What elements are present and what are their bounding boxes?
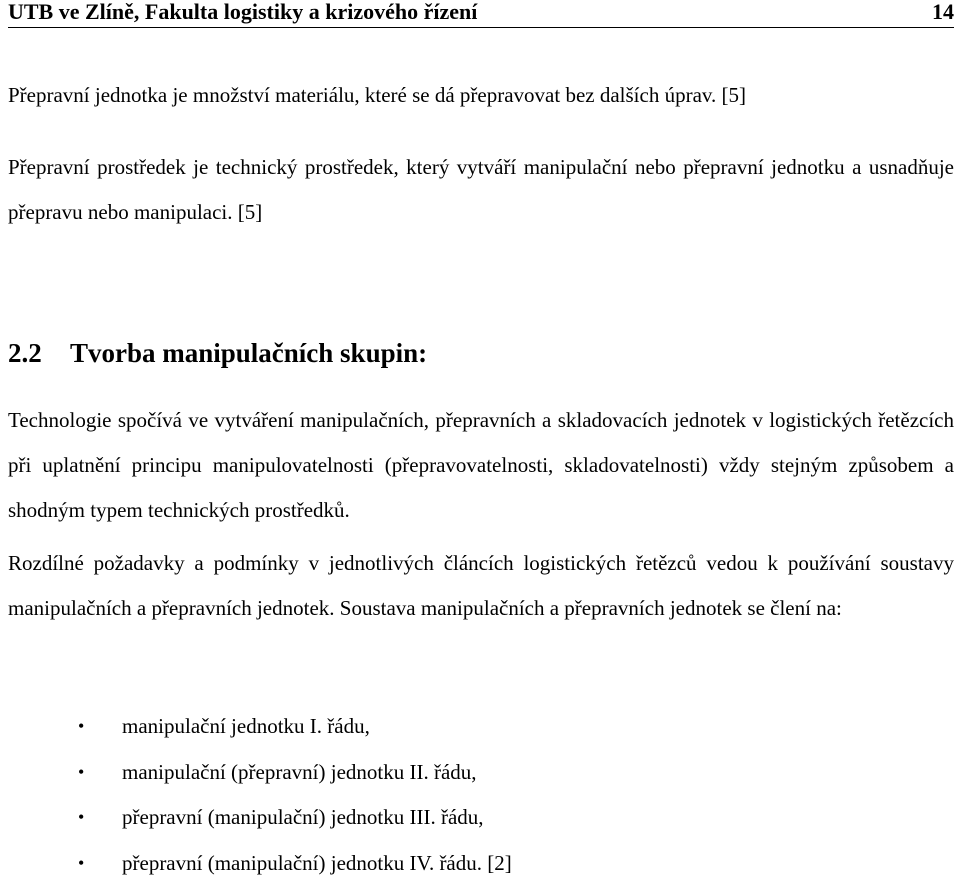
section-number: 2.2 — [8, 333, 70, 373]
list-item — [0, 841, 512, 886]
paragraph-transport-means: Přepravní prostředek je technický prostředek, který vytváří manipulační nebo přepravní jednotku a usnadňuje přepravu nebo manipulaci. [5] — [8, 145, 954, 235]
paragraph-transport-unit: Přepravní jednotka je množství materiálu, které se dá přepravovat bez dalších úprav. [5] — [8, 73, 954, 118]
page-header — [8, 0, 954, 28]
list-item-text: přepravní (manipulační) jednotku IV. řádu. [2] — [122, 851, 512, 875]
list-item — [0, 795, 512, 841]
section-title: Tvorba manipulačních skupin: — [70, 338, 427, 368]
list-item — [0, 704, 512, 750]
unit-order-list — [0, 704, 512, 886]
bullet-icon: • — [78, 704, 84, 749]
page-number: 14 — [932, 0, 954, 24]
bullet-icon: • — [78, 841, 84, 886]
paragraph-requirements: Rozdílné požadavky a podmínky v jednotlivých článcích logistických řetězců vedou k používání soustavy manipulačních a přepravních jednotek. Soustava manipulačních a přepravních jednotek se člení na: — [8, 541, 954, 631]
header-title: UTB ve Zlíně, Fakulta logistiky a krizového řízení — [8, 0, 477, 24]
list-item — [0, 750, 512, 796]
paragraph-technology: Technologie spočívá ve vytváření manipulačních, přepravních a skladovacích jednotek v logistických řetězcích při uplatnění principu manipulovatelnosti (přepravovatelnosti, skladovatelnosti) vždy stejným způsobem a shodným typem technických prostředků. — [8, 398, 954, 533]
bullet-icon: • — [78, 795, 84, 840]
bullet-icon: • — [78, 750, 84, 795]
list-item-text: manipulační (přepravní) jednotku II. řádu, — [122, 760, 477, 784]
list-item-text: přepravní (manipulační) jednotku III. řádu, — [122, 805, 484, 829]
section-heading — [8, 333, 427, 373]
list-item-text: manipulační jednotku I. řádu, — [122, 714, 370, 738]
